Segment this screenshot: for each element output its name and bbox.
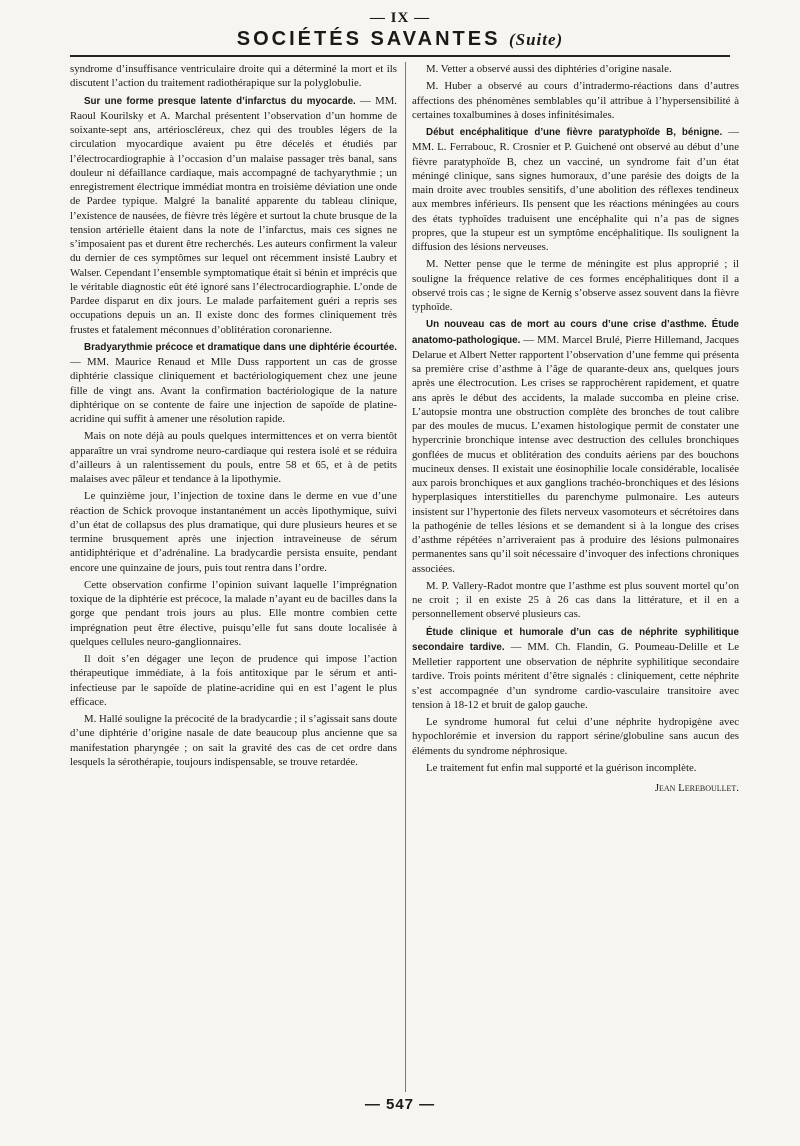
paragraph-text: M. P. Vallery-Radot montre que l’asthme est plus souvent mortel qu’on ne croit ; il en existe 25 à 26 cas dans la littérature, et il en a personnellement observé plusieurs cas.	[412, 579, 739, 621]
paragraph-text: Le traitement fut enfin mal supporté et la guérison incomplète.	[426, 761, 697, 774]
paragraph-text: — MM. Ch. Flandin, G. Poumeau-Delille et Le Melletier rapportent une observation de néphrite syphilitique secondaire tardive. Trois points méritent d’être signalés : cliniquement, cette néphrite s’est accompagnée d’un syndrome cardio-vasculaire transitoire avec tension à 18-12 et bruit de galop gauche.	[412, 640, 739, 711]
page-number: — 547 —	[364, 1096, 436, 1113]
paragraph-text: — MM. Marcel Brulé, Pierre Hillemand, Jacques Delarue et Albert Netter rapportent l’observation d’une femme qui présenta sa première crise d’asthme à l’âge de quarante-deux ans, quelques jours après une électrocution. Les crises se rapprochèrent rapidement, et quatre ans après le début des accidents, la malade succomba en pleine crise. L’autopsie montra une obstruction complète des bronches de tout calibre par des moules de mucus. L’examen histologique permit de constater une hypercrinie bronchique intense avec destruction des cellules bronchiques gonflées de mucus et oblitération des conduits aériens par des bouchons mucineux denses. Il existait une éosinophilie locale considérable, localisée aux parois bronchiques et aux ganglions trachéo-bronchiques et des lésions hyperplasiques interstitielles du parenchyme pulmonaire. Les auteurs insistent sur l’hypertonie des filets nerveux vasomoteurs et sécrétoires dans la pathogénie de telles lésions et se demandent si à la longue des crises d’asthme répétées n’arriveraient pas à produire des lésions pulmonaires permanentes sans qu’il soit nécessaire d’invoquer des infections chroniques associées.	[412, 333, 739, 575]
paragraph	[412, 715, 739, 758]
paragraph	[70, 340, 397, 427]
paragraph	[412, 257, 739, 314]
section-title	[0, 28, 800, 51]
paragraph-text: — MM. L. Ferrabouc, R. Crosnier et P. Guichené ont observé au début d’une fièvre paratyphoïde B, chez un vacciné, un syndrome fait d’un état méningé clinique, sans signes humoraux, d’une parésie des doigts de la main droite avec troubles sensitifs, d’une abolition des réflexes tendineux aux membres inférieurs. Ils pensent que les réactions méningées au cours des états typhoïdes traduisent une encéphalite qui n’a pas de signes propres, que la stupeur est un symptôme encéphalitique. Ils soulignent la diffusion des lésions nerveuses.	[412, 126, 739, 253]
paragraph-text: Le quinzième jour, l’injection de toxine dans le derme en vue d’une réaction de Schick provoque instantanément un accès lipothymique, suivi d’un état de collapsus des plus dramatique, qui dure plusieurs heures et se termine brusquement après une injection intraveineuse de sérum antidiphtérique et d’adrénaline. La bradycardie persista ensuite, pendant encore une quinzaine de jours, puis tout rentra dans l’ordre.	[70, 490, 397, 574]
paragraph	[70, 62, 397, 91]
paragraph	[70, 94, 397, 337]
paragraph-text: M. Vetter a observé aussi des diphtéries d’origine nasale.	[426, 63, 672, 75]
paragraph-text: Il doit s’en dégager une leçon de prudence qui impose l’action thérapeutique immédiate, à la fois antitoxique par le sérum et anti-infectieuse par le sapoïde de platine-acridine qui en est l’agent le plus efficace.	[70, 653, 397, 708]
paragraph	[412, 62, 739, 76]
author-signature: Jean Lereboullet.	[654, 782, 739, 794]
paragraph-heading: Début encéphalitique d’une fièvre paratyphoïde B, bénigne.	[426, 127, 723, 138]
paragraph-text: — MM. Maurice Renaud et Mlle Duss rapportent un cas de grosse diphtérie classique cliniquement et bactériologiquement chez une jeune fille de vingt ans. Avant la confirmation bactériologique de la nature diphtérique on se contente de faire une injection de sapoïde de platine-acridine qui suffit à amener une résolution rapide.	[70, 356, 397, 425]
left-column	[70, 62, 397, 772]
paragraph	[412, 79, 739, 122]
paragraph-text: M. Huber a observé au cours d’intradermo-réactions dans d’autres affections des phénomènes semblables qu’il attribue à l’hypersensibilité à certaines toxalbumines à doses infinitésimales.	[412, 80, 739, 121]
paragraph-text: Cette observation confirme l’opinion suivant laquelle l’imprégnation toxique de la diphtérie est précoce, la malade n’ayant eu de bacilles dans la gorge que pendant trois jours au plus. Elle montre combien cette imprégnation peut être élective, puisqu’elle fut sans doute localisée à quelques cellules neuro-ganglionnaires.	[70, 578, 397, 648]
section-title-text: SOCIÉTÉS SAVANTES	[236, 28, 501, 50]
paragraph	[412, 761, 739, 775]
column-divider	[405, 62, 406, 1092]
paragraph	[412, 579, 739, 622]
paragraph-text: M. Hallé souligne la précocité de la bradycardie ; il s’agissait sans doute d’une diphtérie d’origine nasale de date beaucoup plus ancienne que sa manifestation pharyngée ; on sait la gravité des cas de cet ordre dans lesquels la sérothérapie, toujours indispensable, se trouve retardée.	[70, 713, 397, 768]
paragraph-text: syndrome d’insuffisance ventriculaire droite qui a déterminé la mort et ils discutent l’action du traitement radiothérapique sur la polyglobulie.	[70, 63, 397, 90]
header-rule	[70, 55, 730, 57]
section-title-suite: (Suite)	[508, 30, 564, 49]
paragraph-heading: Un nouveau cas de mort au cours d’une crise d’asthme. Étude anatomo-pathologique.	[412, 319, 739, 346]
paragraph-heading: Étude clinique et humorale d’un cas de néphrite syphilitique secondaire tardive.	[412, 626, 739, 653]
page-roman-numeral: — IX —	[369, 10, 431, 26]
paragraph-text: — MM. Raoul Kourilsky et A. Marchal présentent l’observation d’un homme de soixante-sept ans, artérioscléreux, chez qui des troubles légers de la circulation myocardique avaient pu être décelés et étudiés par l’électrocardiographie à l’occasion d’un malaise passager très banal, sans douleur ni défaillance cardiaque, mais accompagné de tachyarythmie ; un enregistrement électrique immédiat montra en troisième déviation une onde de Pardee typique. Malgré la banalité apparente du tableau clinique, l’existence de nausées, de fièvre très légère et surtout la chute brusque de la tension artérielle étaient dans la note de l’infarctus, mais ces signes ne s’imposaient pas et durent être recherchés. Les auteurs confirment la valeur du dernier de ces symptômes sur lequel ont récemment insisté Laubry et Walser. Cependant l’ensemble symptomatique était si bénin et imprécis que le véritable diagnostic eût été ignoré sans l’électrocardiographie. L’onde de Pardee disparut en dix jours. Le malade parfaitement guéri a repris ses occupations depuis un an. Il existe donc des formes cliniquement très frustes et fatalement méconnues d’oblitération coronarienne.	[70, 94, 397, 336]
paragraph	[70, 429, 397, 486]
paragraph	[412, 625, 739, 713]
paragraph	[70, 712, 397, 769]
paragraph-text: M. Netter pense que le terme de méningite est plus approprié ; il souligne la fréquence relative de ces formes encéphalitiques dont il a observé trois cas ; le signe de Kernig s’observe assez souvent dans la fièvre typhoïde.	[412, 258, 739, 313]
paragraph	[412, 125, 739, 254]
paragraph-text: Le syndrome humoral fut celui d’une néphrite hydropigène avec hypochlorémie et inversion du rapport sérine/globuline sans aucun des éléments du syndrome néphrosique.	[412, 716, 739, 757]
paragraph	[70, 652, 397, 709]
paragraph-heading: Bradyarythmie précoce et dramatique dans une diphtérie écourtée.	[84, 341, 397, 353]
paragraph	[70, 489, 397, 575]
paragraph-text: Mais on note déjà au pouls quelques intermittences et on verra bientôt apparaître un vrai syndrome neuro-cardiaque qui restera isolé et se réduira d’ailleurs à un ralentissement du pouls, entre 58 et 65, et à de petits malaises avec pâleur et tendance à la lipothymie.	[70, 430, 397, 485]
paragraph	[412, 317, 739, 576]
right-column	[412, 62, 739, 798]
paragraph-heading: Sur une forme presque latente d’infarctus du myocarde.	[84, 95, 356, 107]
paragraph	[70, 578, 397, 649]
